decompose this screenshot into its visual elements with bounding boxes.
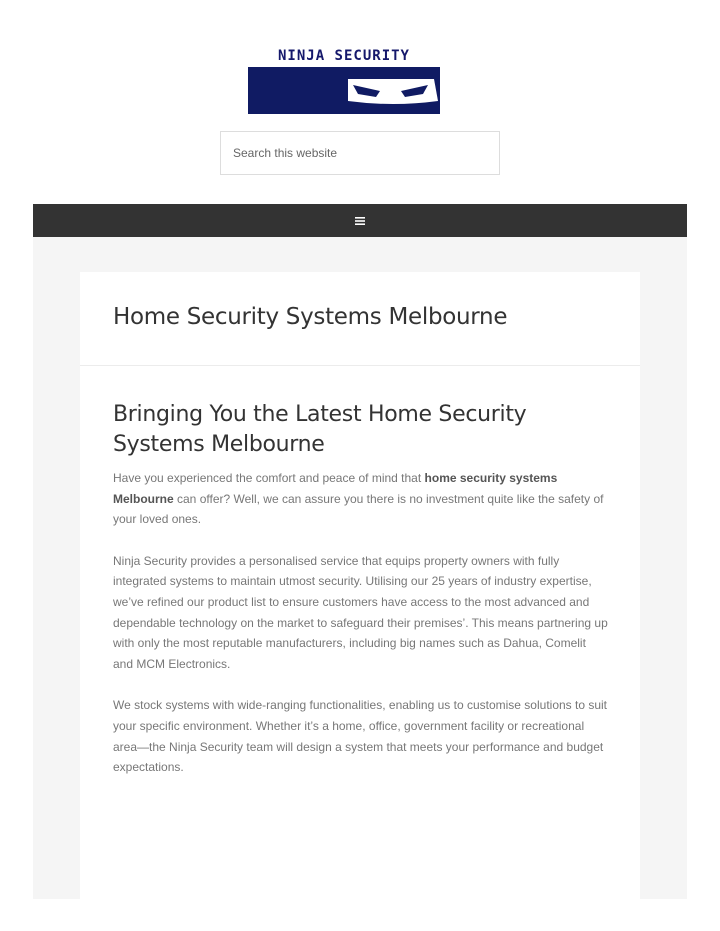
article-header (80, 272, 640, 366)
ninja-eyes-icon (248, 67, 440, 114)
service-paragraph: Ninja Security provides a personalised service that equips property owners with fully integrated systems to maintain utmost security. Utilising our 25 years of industry expertise, we’ve refined our product list to ensure customers have access to the most advanced and dependable technology on the market to safeguard their premises’. This means partnering up with only the most reputable manufacturers, including big names such as Dahua, Comelit and MCM Electronics. (113, 553, 608, 671)
intro-text-start: Have you experienced the comfort and peace of mind that (113, 471, 425, 485)
section-title: Bringing You the Latest Home Security Systems Melbourne (113, 402, 527, 457)
article-card (80, 272, 640, 899)
logo-ninja-graphic (248, 67, 440, 114)
site-logo[interactable] (248, 46, 440, 114)
main-nav-bar (33, 204, 687, 237)
article-body (113, 400, 608, 799)
search-input[interactable] (220, 131, 500, 175)
content-area (33, 237, 687, 899)
intro-bold-keyword: home security systems Melbourne (113, 471, 558, 506)
logo-text: NINJA SECURITY (277, 48, 410, 64)
hamburger-menu-icon[interactable] (353, 214, 367, 228)
site-header (0, 0, 720, 204)
intro-paragraph (113, 468, 608, 530)
systems-paragraph: We stock systems with wide-ranging functionalities, enabling us to customise solutions to suit your specific environment. Whether it’s a home, office, government facility or recreational area—the Ninja Security team will design a system that meets your performance and budget expectations. (113, 698, 608, 775)
page-title: Home Security Systems Melbourne (113, 304, 508, 330)
intro-text-end: can offer? Well, we can assure you there is no investment quite like the safety of your loved ones. (113, 491, 604, 527)
